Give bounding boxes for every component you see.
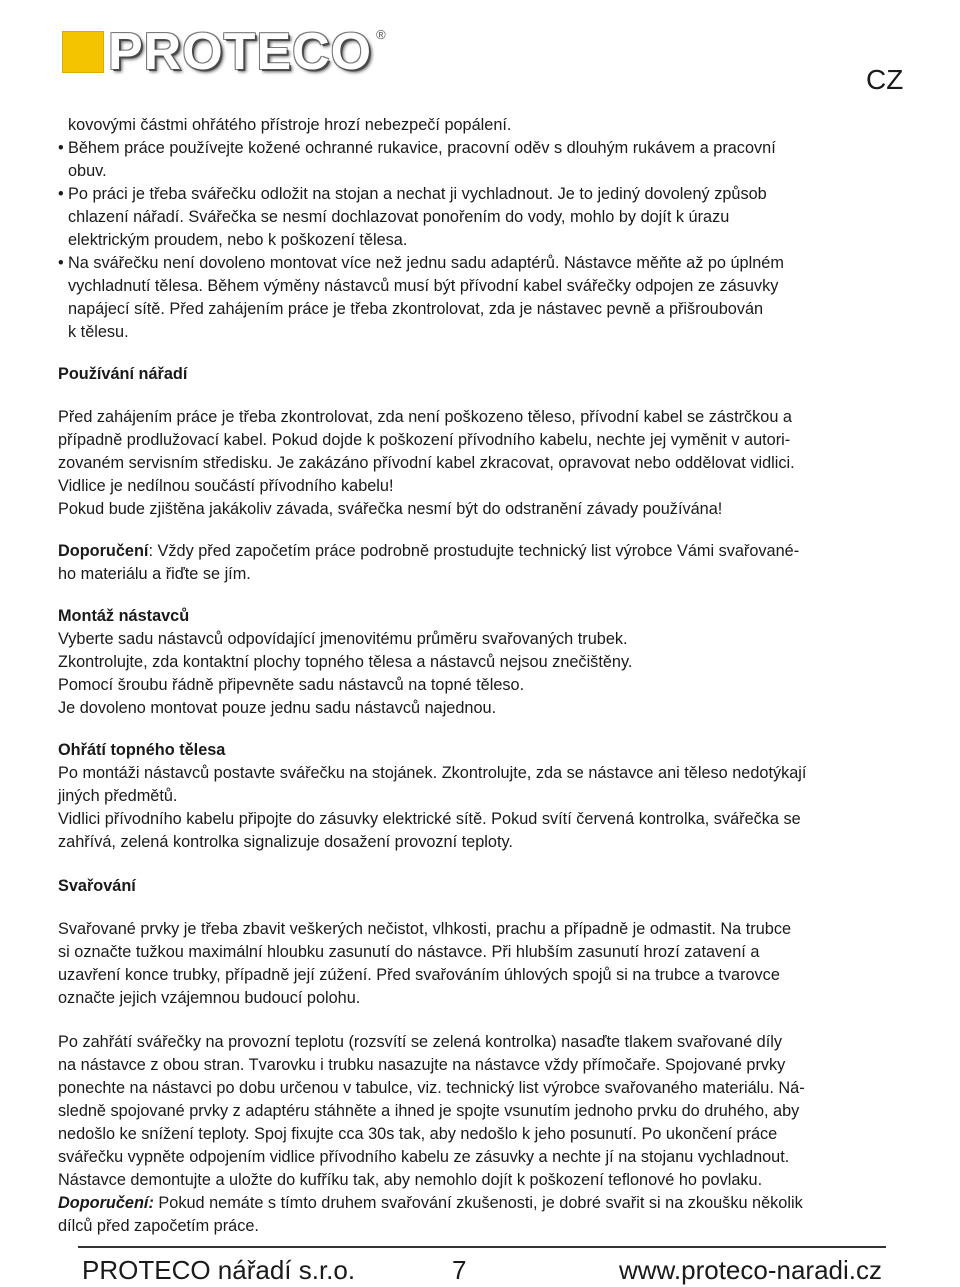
- bullet-item: • Během práce používejte kožené ochranné rukavice, pracovní oděv s dlouhým rukávem a pracovní obuv.: [58, 139, 776, 180]
- registered-mark: ®: [376, 26, 386, 42]
- page-number: 7: [452, 1255, 467, 1285]
- recommendation-block: Doporučení: Vždy před započetím práce podrobně prostudujte technický list výrobce Vámi svařované- ho materiálu a řiďte se jím.: [58, 542, 800, 583]
- bullet-item: • Po práci je třeba svářečku odložit na stojan a nechat ji vychladnout. Je to jediný dovolený způsob chlazení nářadí. Svářečka se nesmí dochlazovat ponořením do vody, mohlo by dojít k úrazu elektrickým proudem, nebo k poškození tělesa.: [58, 185, 767, 249]
- section-heading-pouzivani: Používání nářadí: [58, 365, 188, 383]
- logo-brand-text: PROTECO: [108, 23, 373, 81]
- page-footer: [82, 1254, 882, 1286]
- proteco-logo: [62, 22, 386, 82]
- document-body: [58, 114, 898, 1238]
- section-ohrati: Ohřátí topného tělesa Po montáži nástavců postavte svářečku na stojánek. Zkontrolujte, zda se nástavce ani těleso nedotýkají jiných předmětů. Vidlici přívodního kabelu připojte do zásuvky elektrické sítě. Pokud svítí červená kontrolka, svářečka se zahřívá, zelená kontrolka signalizuje dosažení provozní teploty.: [58, 739, 898, 854]
- section-heading-montaz: Montáž nástavců: [58, 607, 190, 625]
- bullet-item: • Na svářečku není dovoleno montovat více než jednu sadu adaptérů. Nástavce měňte až po úplném vychladnutí tělesa. Během výměny nástavců musí být přívodní kabel svářečky odpojen ze zásuvky napájecí sítě. Před zahájením práce je třeba zkontrolovat, zda je nástavec pevně a přišroubován k tělesu.: [58, 254, 784, 341]
- section-body-svarovani-2: Po zahřátí svářečky na provozní teplotu (rozsvítí se zelená kontrolka) nasaďte tlakem svařované díly na nástavce z obou stran. Tvarovku i trubku nasazujte na nástavce vždy přímočaře. Spojované prvky ponechte na nástavci po dobu určenou v tabulce, viz. technický list výrobce svařovaného materiálu. Ná- sledně spojované prvky z adaptéru stáhněte a ihned je spojte vsunutím jednoho prvku do druhého, aby nedošlo ke snížení teploty. Spoj fixujte cca 30s tak, aby nedošlo k jeho posunutí. Po ukončení práce svářečku vypněte odpojením vidlice přívodního kabelu ze zásuvky a nechte jí na stojanu vychladnout. Nástavce demontujte a uložte do kufříku tak, aby nemohlo dojít k poškození teflonové ho povlaku. Doporučení: Pokud nemáte s tímto druhem svařování zkušenosti, je dobré svařit si na zkoušku několik dílců před započetím práce.: [58, 1033, 805, 1235]
- logo-square-icon: [62, 31, 104, 73]
- footer-website-link[interactable]: www.proteco-naradi.cz: [619, 1255, 882, 1285]
- page-header: [0, 0, 960, 110]
- intro-line: kovovými částmi ohřátého přístroje hrozí nebezpečí popálení.: [68, 116, 512, 134]
- section-body-pouzivani: Před zahájením práce je třeba zkontrolovat, zda není poškozeno těleso, přívodní kabel se zástrčkou a případně prodlužovací kabel. Pokud dojde k poškození přívodního kabelu, nechte jej vyměnit v autori- zovaném servisním středisku. Je zakázáno přívodní kabel zkracovat, opravovat nebo oddělovat vidlici. Vidlice je nedílnou součástí přívodního kabelu! Pokud bude zjištěna jakákoliv závada, svářečka nesmí být do odstranění závady používána!: [58, 408, 795, 518]
- section-heading-ohrati: Ohřátí topného tělesa: [58, 741, 226, 759]
- section-heading-svarovani: Svařování: [58, 877, 136, 895]
- language-code: CZ: [866, 64, 904, 95]
- section-body-svarovani-1: Svařované prvky je třeba zbavit veškerých nečistot, vlhkosti, prachu a případně je odmastit. Na trubce si označte tužkou maximální hloubku zasunutí do nástavce. Při hlubším zasunutí hrozí zatavení a uzavření konce trubky, případně její zúžení. Před svařováním úhlových spojů si na trubce a tvarovce označte jejich vzájemnou budoucí polohu.: [58, 920, 792, 1007]
- footer-company: PROTECO nářadí s.r.o.: [82, 1255, 356, 1285]
- footer-divider: [78, 1246, 886, 1248]
- recommendation-label: Doporučení: [58, 542, 149, 560]
- recommendation-label-italic: Doporučení:: [58, 1194, 154, 1212]
- section-montaz: Montáž nástavců Vyberte sadu nástavců odpovídající jmenovitému průměru svařovaných trubek. Zkontrolujte, zda kontaktní plochy topného tělesa a nástavců nejsou znečištěny. Pomocí šroubu řádně připevněte sadu nástavců na topné těleso. Je dovoleno montovat pouze jednu sadu nástavců najednou.: [58, 605, 898, 720]
